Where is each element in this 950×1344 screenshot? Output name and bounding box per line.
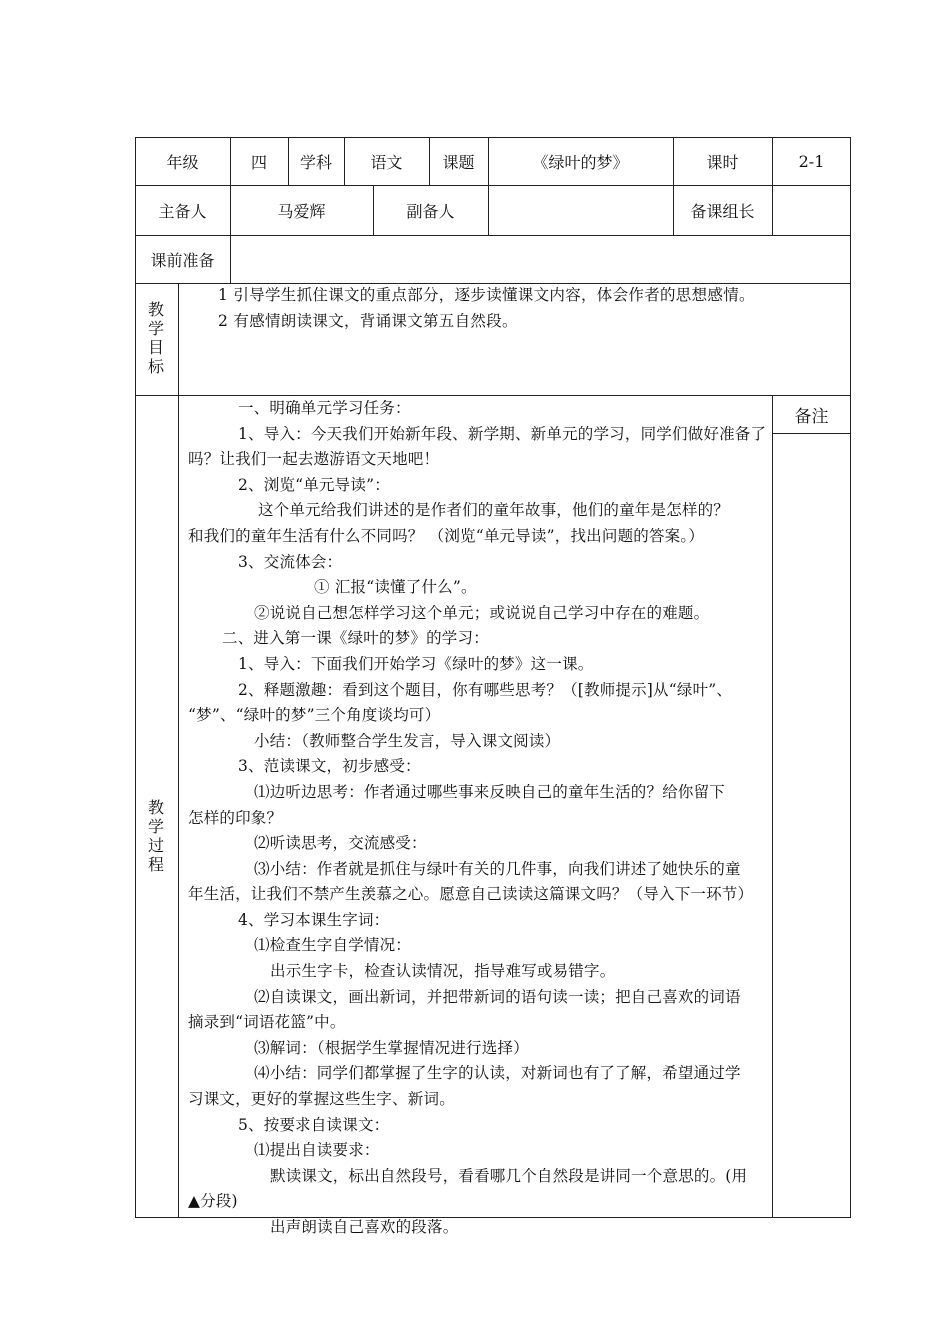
objective-line-1: 1 引导学生抓住课文的重点部分，逐步读懂课文内容，体会作者的思想感情。	[218, 286, 755, 304]
process-line: ⑴边听边思考：作者通过哪些事来反映自己的童年生活的？给你留下	[254, 782, 726, 801]
process-line: 4、学习本课生字词：	[238, 910, 390, 929]
process-label-char: 学	[147, 817, 164, 836]
process-line: 吗？让我们一起去遨游语文天地吧！	[188, 450, 440, 469]
objectives-label-char: 学	[147, 319, 164, 338]
main-preparer-label: 主备人	[158, 201, 207, 221]
process-line: 出示生字卡，检查认读情况，指导难写或易错字。	[270, 962, 616, 981]
objectives-label-char: 标	[147, 357, 164, 376]
subject-value: 语文	[370, 152, 403, 172]
process-line: ②说说自己想怎样学习这个单元；或说说自己学习中存在的难题。	[254, 603, 710, 622]
process-line: 2、浏览“单元导读”：	[238, 475, 390, 494]
topic-label: 课题	[442, 152, 475, 172]
process-line: ▲分段)	[188, 1192, 238, 1211]
topic-value: 《绿叶的梦》	[532, 152, 629, 172]
process-line: 1、导入：下面我们开始学习《绿叶的梦》这一课。	[238, 654, 594, 673]
process-line: 5、按要求自读课文：	[238, 1115, 390, 1134]
remarks-label: 备注	[794, 407, 829, 427]
objectives-label-char: 教	[147, 300, 164, 319]
subject-label: 学科	[299, 152, 332, 172]
process-line: 3、交流体会：	[238, 552, 343, 571]
grade-label: 年级	[166, 152, 199, 172]
col-line-r3-1	[230, 235, 231, 283]
process-line: 3、范读课文，初步感受：	[238, 757, 421, 776]
preparation-value	[240, 235, 840, 283]
process-label-char: 教	[147, 798, 164, 817]
process-label-char: 程	[147, 855, 164, 874]
process-line: ⑶解词：（根据学生掌握情况进行选择）	[254, 1038, 529, 1057]
group-leader-label: 备课组长	[690, 201, 755, 221]
process-line: 1、导入：今天我们开始新年段、新学期、新单元的学习，同学们做好准备了	[238, 424, 767, 443]
process-line: 2、释题激趣：看到这个题目，你有哪些思考？（[教师提示]从“绿叶”、	[238, 680, 733, 699]
period-label: 课时	[706, 152, 739, 172]
process-line: 默读课文，标出自然段号，看看哪几个自然段是讲同一个意思的。(用	[270, 1166, 748, 1185]
process-line: ① 汇报“读懂了什么”。	[314, 578, 477, 597]
process-line: 和我们的童年生活有什么不同吗？ （浏览“单元导读”，找出问题的答案。）	[188, 526, 705, 545]
deputy-preparer-label: 副备人	[406, 201, 455, 221]
process-label-char: 过	[147, 836, 164, 855]
process-line: ⑵听读思考，交流感受：	[254, 834, 427, 853]
process-line: ⑴提出自读要求：	[254, 1141, 380, 1160]
col-line-r5-remarks	[772, 395, 773, 1218]
deputy-preparer-value	[488, 185, 673, 235]
process-line: 年生活，让我们不禁产生羡慕之心。愿意自己读读这篇课文吗？（导入下一环节）	[188, 885, 754, 904]
objectives-label	[146, 300, 166, 376]
process-line: ⑷小结：同学们都掌握了生字的认读，对新词也有了了解，希望通过学	[254, 1064, 741, 1083]
process-label	[146, 798, 166, 874]
process-line: 小结：（教师整合学生发言，导入课文阅读）	[254, 731, 561, 750]
preparation-label: 课前准备	[150, 250, 215, 270]
col-line-r4-1	[178, 283, 179, 1218]
process-line: ⑶小结：作者就是抓住与绿叶有关的几件事，向我们讲述了她快乐的童	[254, 859, 741, 878]
process-line: 摘录到“词语花篮”中。	[188, 1013, 346, 1032]
process-line: 习课文，更好的掌握这些生字、新词。	[188, 1090, 455, 1109]
teaching-process-text	[188, 396, 772, 1241]
objectives-label-char: 目	[147, 338, 164, 357]
process-line: ⑴检查生字自学情况：	[254, 936, 412, 955]
period-value: 2-1	[798, 151, 825, 171]
process-line: 怎样的印象？	[188, 808, 283, 827]
process-line: 这个单元给我们讲述的是作者们的童年故事，他们的童年是怎样的？	[258, 501, 730, 520]
main-preparer-value: 马爱辉	[277, 201, 326, 221]
remarks-divider	[772, 433, 851, 434]
group-leader-value	[772, 185, 851, 235]
process-line: 出声朗读自己喜欢的段落。	[270, 1218, 459, 1236]
process-line: “梦”、“绿叶的梦”三个角度谈均可）	[188, 706, 441, 725]
process-line: 二、进入第一课《绿叶的梦》的学习：	[222, 629, 489, 648]
process-line: 一、明确单元学习任务：	[238, 399, 411, 417]
grade-value: 四	[250, 152, 267, 172]
process-line: ⑵自读课文，画出新词，并把带新词的语句读一读；把自己喜欢的词语	[254, 987, 741, 1006]
objective-line-2: 2 有感情朗读课文，背诵课文第五自然段。	[218, 312, 518, 330]
